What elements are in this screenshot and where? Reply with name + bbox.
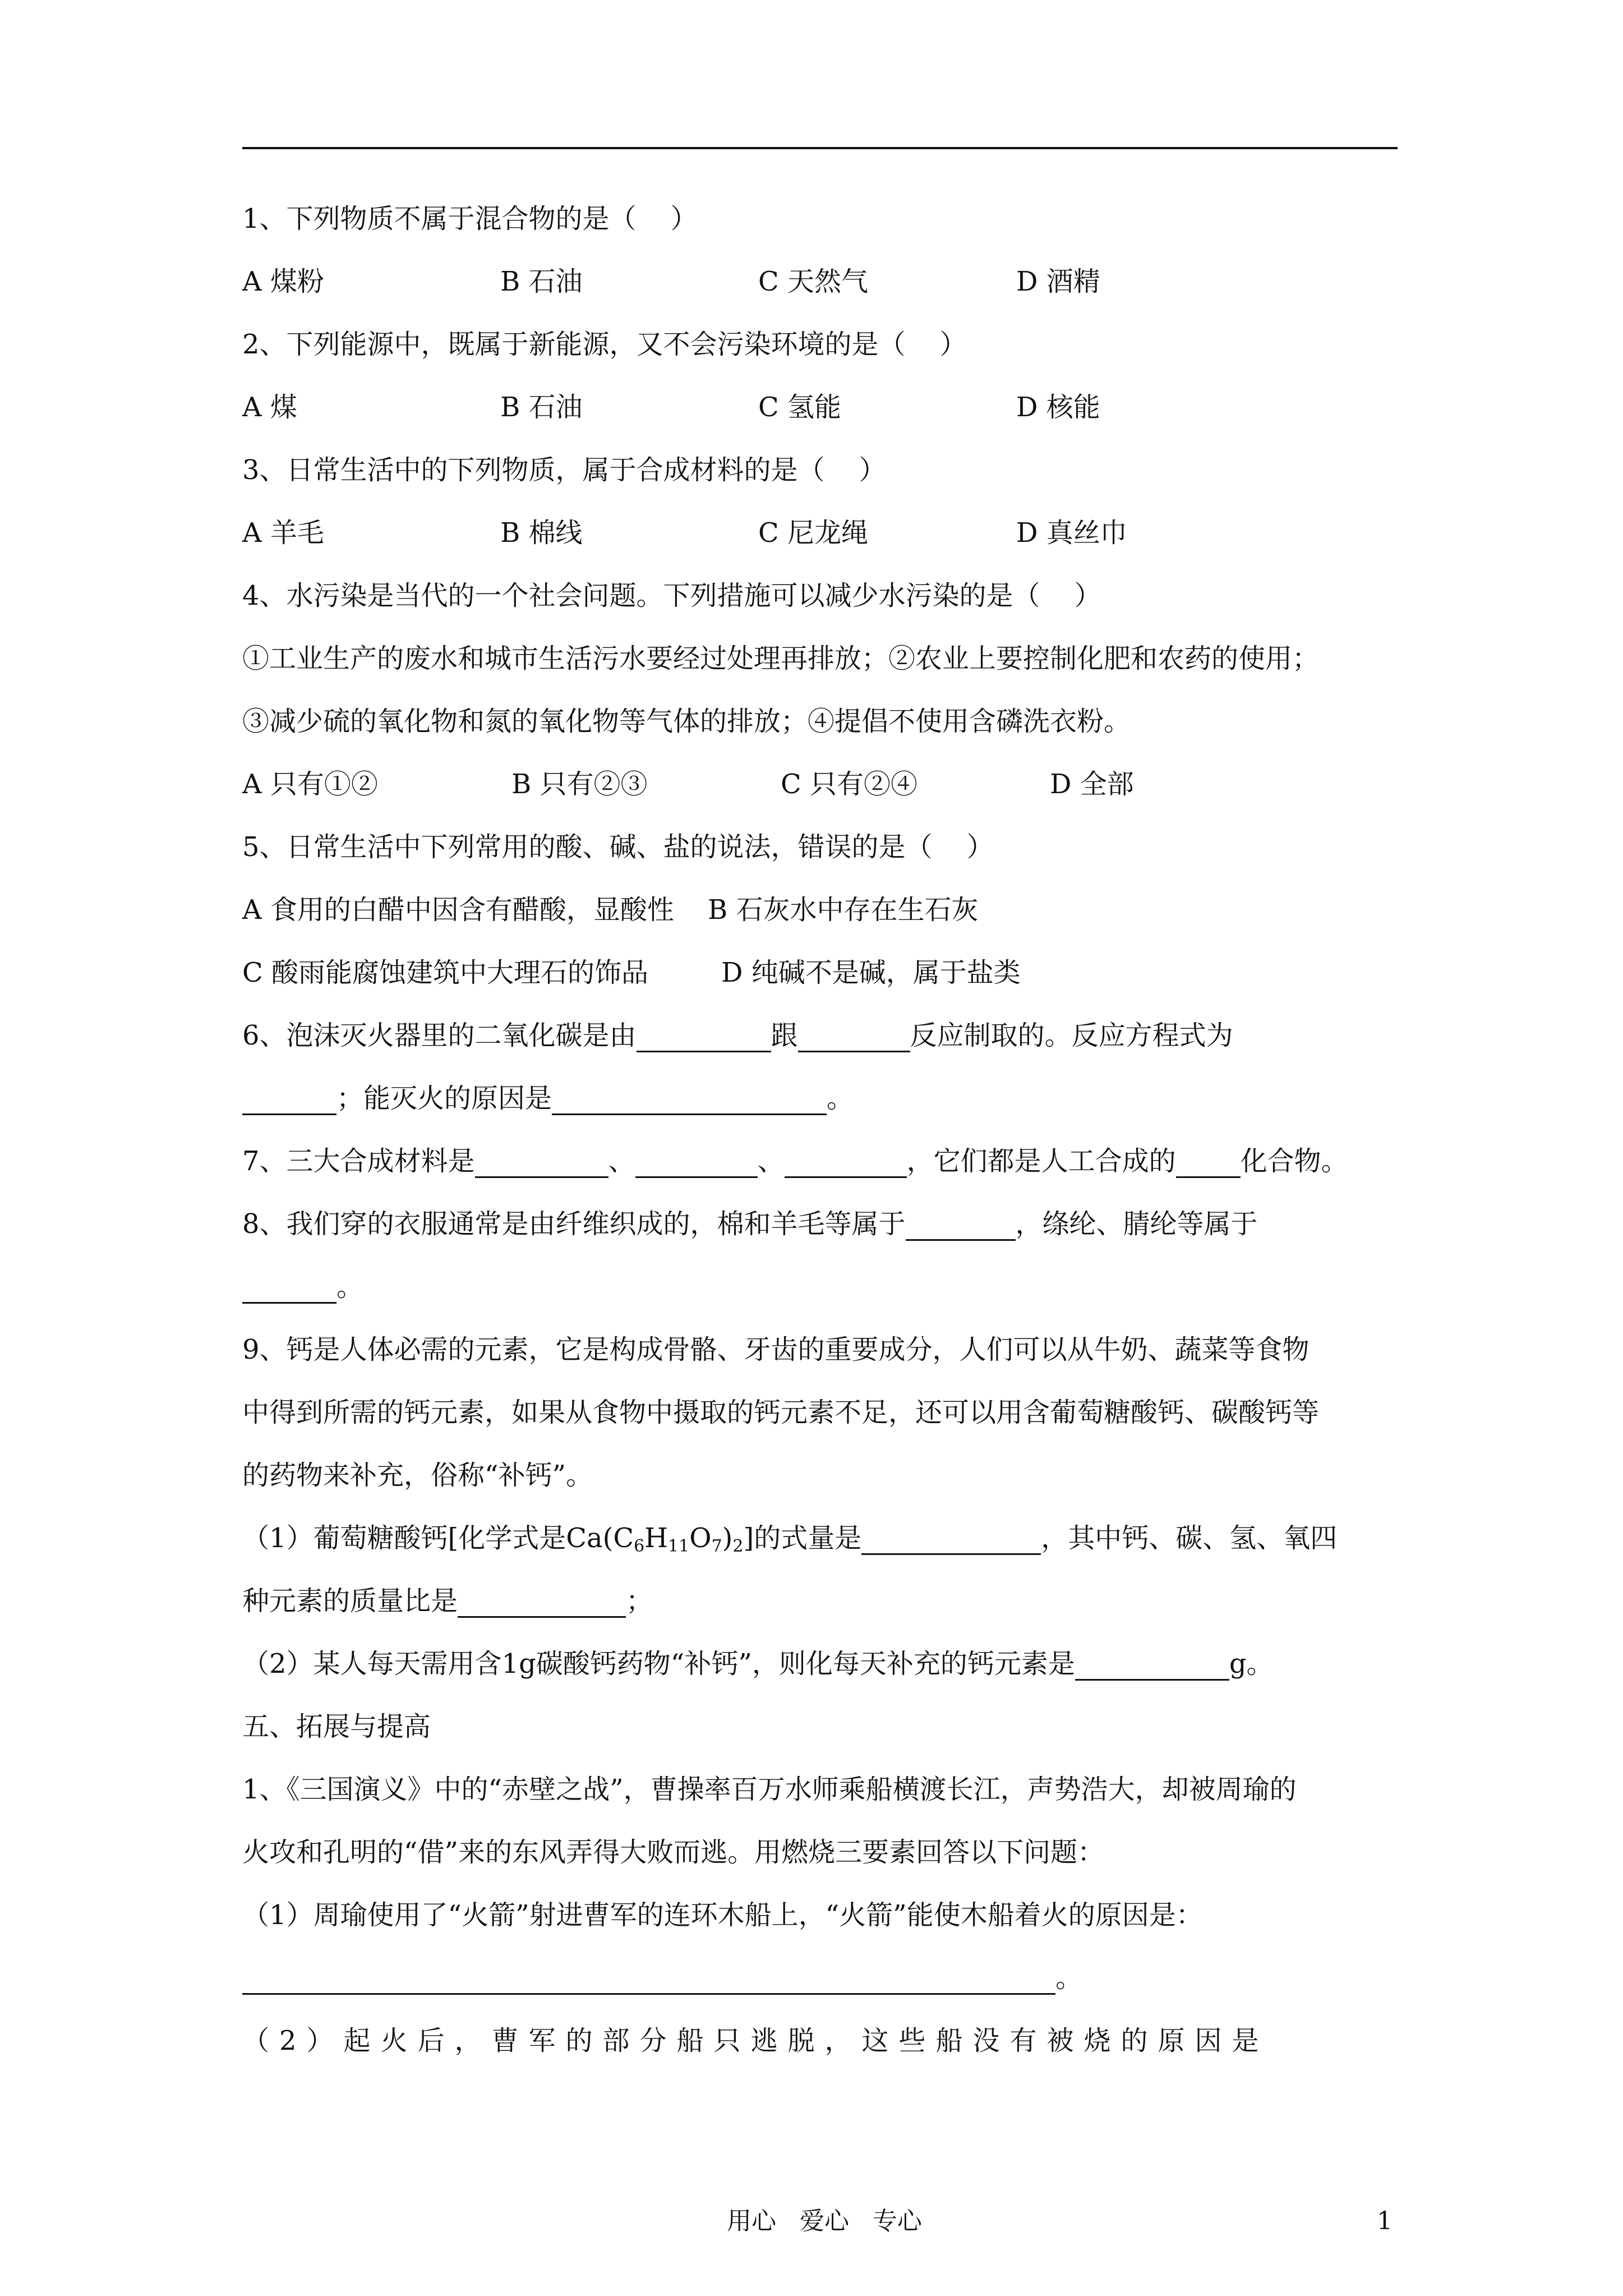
question-9-line-1: 9、钙是人体必需的元素，它是构成骨骼、牙齿的重要成分，人们可以从牛奶、蔬菜等食物 (242, 1334, 1310, 1365)
question-9-blank-mass-ratio[interactable] (458, 1588, 626, 1618)
question-5-option-d: D 纯碱不是碱，属于盐类 (721, 957, 1021, 988)
question-7-text-1: 7、三大合成材料是 (242, 1145, 475, 1177)
question-4-statement-line-1: ①工业生产的废水和城市生活污水要经过处理再排放；②农业上要控制化肥和农药的使用； (242, 643, 1320, 674)
header-rule (242, 147, 1398, 149)
extension-1-sub-1-answer-line (242, 1961, 1398, 1995)
question-5-option-a: A 食用的白醋中因含有醋酸，显酸性 (242, 894, 674, 926)
page-footer (0, 2205, 1623, 2238)
question-2-option-a: A 煤 (242, 392, 297, 423)
extension-1-sub-2: （2）起火后，曹军的部分船只逃脱，这些船没有被烧的原因是 (242, 2025, 1269, 2056)
question-6-text-5: 。 (827, 1083, 854, 1114)
formula-sub-6: 6 (634, 1536, 645, 1556)
extension-1-sub-1-end: 。 (1055, 1962, 1083, 1994)
question-2-stem: 2、下列能源中，既属于新能源，又不会污染环境的是（ ） (242, 329, 967, 360)
question-7-blank-1[interactable] (475, 1148, 608, 1178)
question-4-options (242, 767, 1398, 801)
question-1-stem: 1、下列物质不属于混合物的是（ ） (242, 203, 698, 234)
question-2-option-d: D 核能 (1016, 392, 1100, 423)
formula-sub-2: 2 (732, 1536, 744, 1556)
extension-1-sub-1: （1）周瑜使用了“火箭”射进曹军的连环木船上，“火箭”能使木船着火的原因是： (242, 1899, 1203, 1931)
question-9-sub-1-line-2 (242, 1584, 1398, 1618)
question-9-sub-1-line-1 (242, 1521, 1398, 1555)
question-3-option-c: C 尼龙绳 (758, 517, 868, 549)
question-7-blank-2[interactable] (635, 1148, 758, 1178)
question-3-options (242, 516, 1398, 550)
question-6-text-2: 跟 (771, 1020, 798, 1051)
question-6-text-1: 6、泡沫灭火器里的二氧化碳是由 (242, 1020, 637, 1051)
question-7-line (242, 1144, 1398, 1178)
question-7-sep-1: 、 (608, 1145, 635, 1177)
question-1-options (242, 265, 1398, 298)
question-9-sub-1-line-2-end: ； (626, 1585, 653, 1617)
question-4-option-d: D 全部 (1050, 769, 1134, 800)
question-7-blank-4[interactable] (1176, 1148, 1241, 1178)
question-6-blank-equation[interactable] (242, 1085, 336, 1115)
question-9-sub-1-line-2-text: 种元素的质量比是 (242, 1585, 458, 1617)
question-8-text-3: 。 (336, 1271, 364, 1303)
extension-1-line-1: 1、《三国演义》中的“赤壁之战”，曹操率百万水师乘船横渡长江，声势浩大，却被周瑜的 (242, 1774, 1297, 1805)
question-8-line-1 (242, 1207, 1398, 1241)
question-sheet (242, 202, 1398, 2058)
question-1-option-a: A 煤粉 (242, 266, 324, 297)
question-4-statement-line-2: ③减少硫的氧化物和氮的氧化物等气体的排放；④提倡不使用含磷洗衣粉。 (242, 706, 1131, 737)
question-4-option-a: A 只有①② (242, 769, 378, 800)
question-8-line-2 (242, 1270, 1398, 1304)
question-6-blank-1[interactable] (637, 1023, 771, 1052)
question-7-text-3: 化合物。 (1240, 1145, 1348, 1177)
question-8-blank-1[interactable] (906, 1211, 1016, 1241)
footer-motto: 用心 爱心 专心 (727, 2207, 922, 2235)
question-3-option-b: B 棉线 (500, 517, 583, 549)
question-7-blank-3[interactable] (785, 1148, 907, 1178)
question-9-line-3: 的药物来补充，俗称“补钙”。 (242, 1460, 593, 1491)
question-6-blank-reason[interactable] (552, 1085, 827, 1115)
question-4-option-b: B 只有②③ (511, 769, 648, 800)
question-3-stem: 3、日常生活中的下列物质，属于合成材料的是（ ） (242, 454, 886, 486)
question-8-text-1: 8、我们穿的衣服通常是由纤维织成的，棉和羊毛等属于 (242, 1208, 906, 1240)
question-7-sep-2: 、 (757, 1145, 785, 1177)
formula-sub-7: 7 (711, 1536, 722, 1556)
question-6-blank-2[interactable] (798, 1023, 910, 1052)
question-8-text-2: ，绦纶、腈纶等属于 (1015, 1208, 1258, 1240)
section-5-title: 五、拓展与提高 (242, 1711, 431, 1742)
question-7-text-2: ，它们都是人工合成的 (906, 1145, 1176, 1177)
formula-close: ) (722, 1522, 733, 1554)
question-9-line-2: 中得到所需的钙元素，如果从食物中摄取的钙元素不足，还可以用含葡萄糖酸钙、碳酸钙等 (242, 1397, 1320, 1428)
question-9-blank-calcium[interactable] (1075, 1651, 1229, 1681)
question-9-blank-formula-weight[interactable] (861, 1525, 1041, 1555)
question-5-option-b: B 石灰水中存在生石灰 (707, 894, 979, 926)
question-4-option-c: C 只有②④ (781, 769, 917, 800)
question-6-line-1 (242, 1019, 1398, 1052)
formula-sub-11: 11 (668, 1536, 690, 1556)
question-9-sub-2-text: （2）某人每天需用含1g碳酸钙药物“补钙”，则化每天补充的钙元素是 (242, 1648, 1075, 1680)
question-9-sub-2 (242, 1647, 1398, 1681)
question-1-option-d: D 酒精 (1016, 266, 1100, 297)
extension-1-blank-1[interactable] (242, 1965, 1055, 1995)
question-5-options-row-1 (242, 893, 1398, 927)
formula-prefix: （1）葡萄糖酸钙[化学式是Ca(C (242, 1522, 634, 1554)
formula-h: H (644, 1522, 668, 1554)
question-3-option-d: D 真丝巾 (1016, 517, 1127, 549)
question-6-text-3: 反应制取的。反应方程式为 (910, 1020, 1233, 1051)
question-9-sub-1-text: ]的式量是 (743, 1522, 862, 1554)
question-2-options (242, 390, 1398, 424)
question-1-option-c: C 天然气 (758, 266, 868, 297)
page-number: 1 (1377, 2207, 1393, 2235)
question-5-options-row-2 (242, 956, 1398, 990)
question-4-stem: 4、水污染是当代的一个社会问题。下列措施可以减少水污染的是（ ） (242, 580, 1101, 611)
question-9-sub-2-end: g。 (1229, 1648, 1274, 1680)
question-2-option-b: B 石油 (500, 392, 583, 423)
question-1-option-b: B 石油 (500, 266, 583, 297)
formula-o: O (689, 1522, 712, 1554)
question-3-option-a: A 羊毛 (242, 517, 324, 549)
question-8-blank-2[interactable] (242, 1274, 336, 1304)
question-5-stem: 5、日常生活中下列常用的酸、碱、盐的说法，错误的是（ ） (242, 831, 994, 863)
question-5-option-c: C 酸雨能腐蚀建筑中大理石的饰品 (242, 957, 648, 988)
question-6-line-2 (242, 1082, 1398, 1115)
question-9-sub-1-end: ，其中钙、碳、氢、氧四 (1041, 1522, 1338, 1554)
question-2-option-c: C 氢能 (758, 392, 841, 423)
question-6-text-4: ；能灭火的原因是 (336, 1083, 552, 1114)
extension-1-line-2: 火攻和孔明的“借”来的东风弄得大败而逃。用燃烧三要素回答以下问题： (242, 1837, 1105, 1868)
